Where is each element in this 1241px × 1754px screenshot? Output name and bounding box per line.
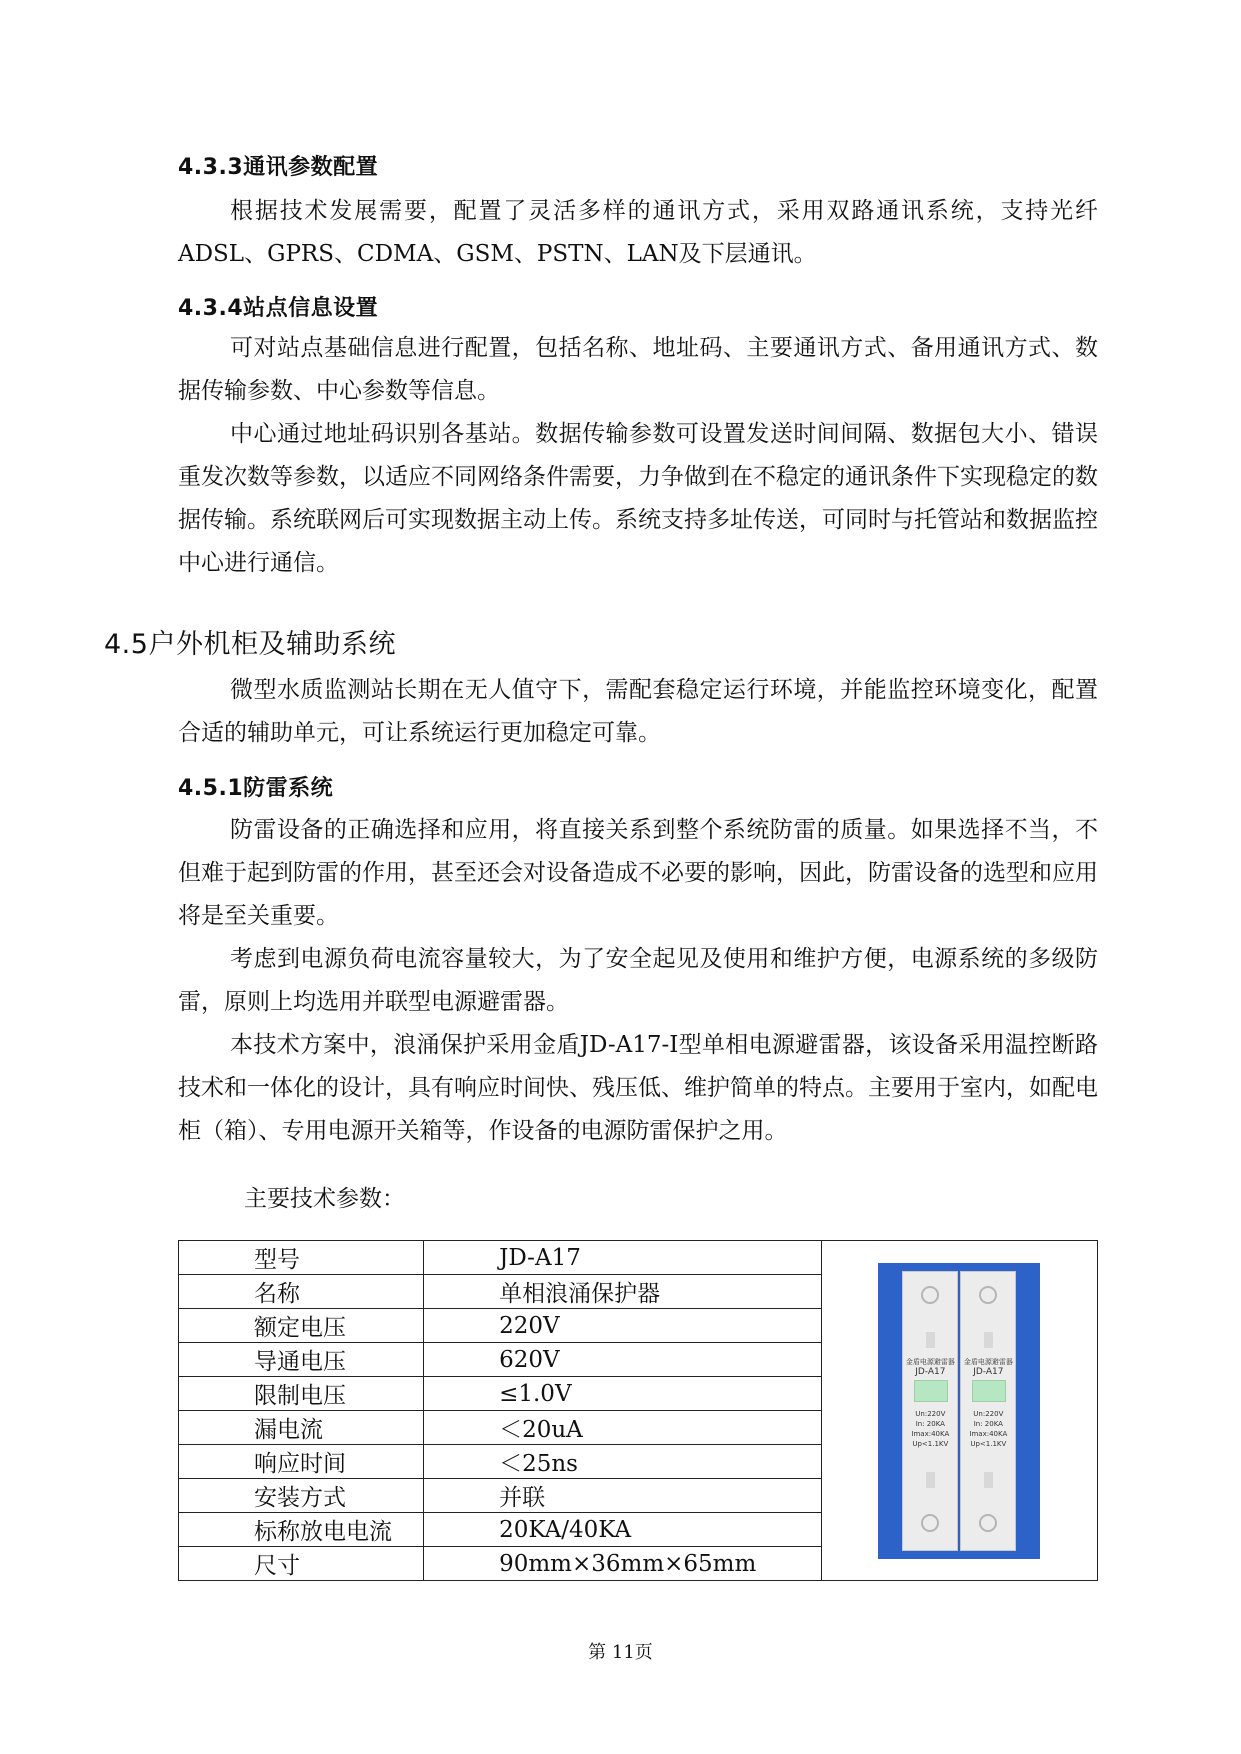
table-row (179, 1241, 1098, 1275)
screw-icon (921, 1286, 939, 1304)
surge-protector-image (878, 1263, 1040, 1559)
param-value: JD-A17 (424, 1241, 822, 1275)
page-number: 第 11页 (588, 1642, 653, 1663)
param-value: 20KA/40KA (424, 1513, 822, 1547)
notch-shape (984, 1472, 993, 1488)
module-spec: Imax:40KA (911, 1429, 950, 1438)
device-photo-cell (821, 1241, 1097, 1581)
module-spec: Up<1.1KV (912, 1439, 949, 1448)
module-spec: Up<1.1KV (970, 1439, 1007, 1448)
param-name: 漏电流 (179, 1411, 424, 1445)
screw-icon (921, 1514, 939, 1532)
module-spec: In: 20KA (915, 1419, 945, 1428)
section-heading-4-5: 4.5户外机柜及辅助系统 (104, 629, 396, 660)
notch-shape (926, 1332, 935, 1348)
param-value: ＜25ns (424, 1445, 822, 1479)
notch-shape (926, 1472, 935, 1488)
section-heading-4-3-4: 4.3.4站点信息设置 (178, 296, 379, 321)
param-value: 220V (424, 1309, 822, 1343)
param-name: 额定电压 (179, 1309, 424, 1343)
notch-shape (984, 1332, 993, 1348)
module-model: JD-A17 (973, 1366, 1004, 1377)
screw-icon (979, 1514, 997, 1532)
params-label: 主要技术参数： (244, 1186, 405, 1212)
module-spec: Un:220V (973, 1409, 1004, 1418)
section-heading-4-3-3: 4.3.3通讯参数配置 (178, 155, 379, 180)
paragraph: 根据技术发展需要，配置了灵活多样的通讯方式，采用双路通讯系统，支持光纤ADSL、GPRS、CDMA、GSM、PSTN、LAN及下层通讯。 (178, 198, 1098, 267)
paragraph: 可对站点基础信息进行配置，包括名称、地址码、主要通讯方式、备用通讯方式、数据传输参数、中心参数等信息。 (178, 335, 1098, 404)
paragraph: 微型水质监测站长期在无人值守下，需配套稳定运行环境，并能监控环境变化，配置合适的辅助单元，可让系统运行更加稳定可靠。 (178, 677, 1098, 746)
param-name: 标称放电电流 (179, 1513, 424, 1547)
param-name: 尺寸 (179, 1547, 424, 1581)
param-name: 导通电压 (179, 1343, 424, 1377)
protector-module-right (960, 1271, 1016, 1551)
param-value: 并联 (424, 1479, 822, 1513)
module-spec: Un:220V (915, 1409, 946, 1418)
module-brand: 金盾电源避雷器 (905, 1357, 955, 1366)
status-window (914, 1380, 948, 1402)
param-value: 620V (424, 1343, 822, 1377)
paragraph: 考虑到电源负荷电流容量较大，为了安全起见及使用和维护方便，电源系统的多级防雷，原则上均选用并联型电源避雷器。 (178, 946, 1098, 1015)
module-spec: Imax:40KA (969, 1429, 1008, 1438)
module-model: JD-A17 (915, 1366, 946, 1377)
module-spec: In: 20KA (973, 1419, 1003, 1428)
param-name: 响应时间 (179, 1445, 424, 1479)
protector-module-left (902, 1271, 958, 1551)
paragraph: 防雷设备的正确选择和应用，将直接关系到整个系统防雷的质量。如果选择不当，不但难于起到防雷的作用，甚至还会对设备造成不必要的影响，因此，防雷设备的选型和应用将是至关重要。 (178, 817, 1098, 929)
param-value: ≤1.0V (424, 1377, 822, 1411)
module-brand: 金盾电源避雷器 (963, 1357, 1013, 1366)
param-name: 安装方式 (179, 1479, 424, 1513)
param-name: 名称 (179, 1275, 424, 1309)
section-heading-4-5-1: 4.5.1防雷系统 (178, 776, 334, 801)
param-value: 单相浪涌保护器 (424, 1275, 822, 1309)
param-name: 型号 (179, 1241, 424, 1275)
spec-table (178, 1240, 1098, 1581)
param-value: 90mm×36mm×65mm (424, 1547, 822, 1581)
paragraph: 中心通过地址码识别各基站。数据传输参数可设置发送时间间隔、数据包大小、错误重发次数等参数，以适应不同网络条件需要，力争做到在不稳定的通讯条件下实现稳定的数据传输。系统联网后可实现数据主动上传。系统支持多址传送，可同时与托管站和数据监控中心进行通信。 (178, 421, 1098, 576)
param-name: 限制电压 (179, 1377, 424, 1411)
status-window (972, 1380, 1006, 1402)
paragraph: 本技术方案中，浪涌保护采用金盾JD-A17-I型单相电源避雷器，该设备采用温控断路技术和一体化的设计，具有响应时间快、残压低、维护简单的特点。主要用于室内，如配电柜（箱）、专用电源开关箱等，作设备的电源防雷保护之用。 (178, 1032, 1098, 1144)
param-value: ＜20uA (424, 1411, 822, 1445)
screw-icon (979, 1286, 997, 1304)
